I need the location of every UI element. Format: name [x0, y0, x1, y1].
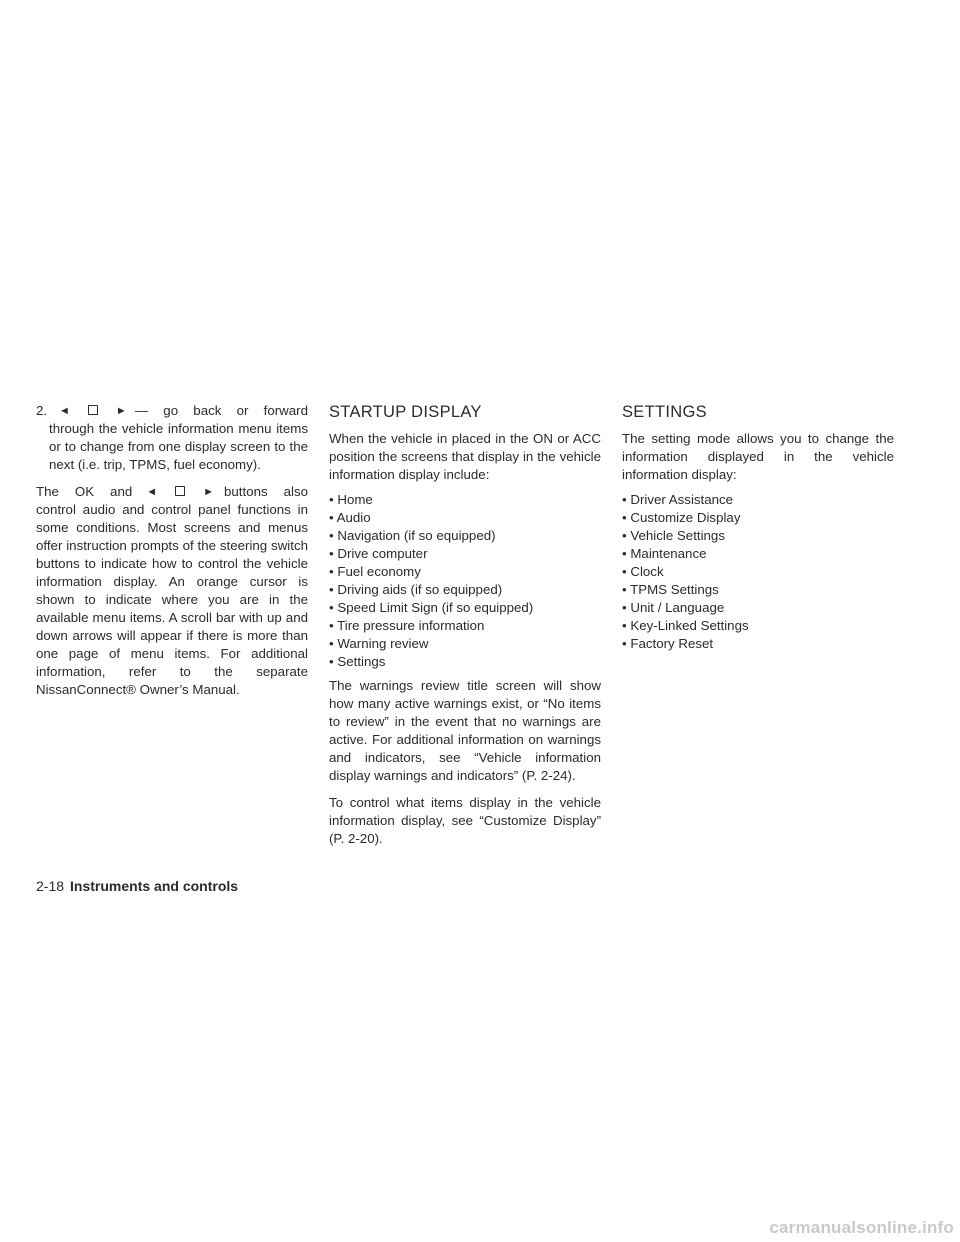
- list-item: • TPMS Settings: [622, 583, 894, 597]
- left-arrow-icon: ◄: [146, 486, 158, 498]
- startup-list: [329, 493, 601, 669]
- page-number: 2-18: [36, 878, 65, 894]
- para-start: The OK and: [36, 484, 133, 499]
- warnings-review-paragraph: The warnings review title screen will show how many active warnings exist, or “No items to review” in the event that no warnings are active. For additional information on warnings and indicators, see “Vehicle information display warnings and indicators” (P. 2-24).: [329, 678, 601, 783]
- list-item: • Fuel economy: [329, 565, 601, 579]
- column-middle: [329, 402, 601, 857]
- ok-button-icon: [88, 405, 98, 415]
- list-item: • Drive computer: [329, 547, 601, 561]
- section-title: Instruments and controls: [70, 878, 239, 894]
- list-item: • Customize Display: [622, 511, 894, 525]
- startup-intro: When the vehicle in placed in the ON or ACC position the screens that display in the vehicle information display include:: [329, 431, 601, 482]
- right-arrow-icon: ►: [203, 486, 215, 498]
- item-text: — go back or forward through the vehicle information menu items or to change from one display screen to the next (i.e. trip, TPMS, fuel economy).: [49, 403, 308, 472]
- settings-list: [622, 493, 894, 651]
- item-number: 2.: [36, 403, 48, 418]
- list-item-2: [36, 402, 308, 474]
- list-item: • Clock: [622, 565, 894, 579]
- watermark: carmanualsonline.info: [769, 1218, 954, 1237]
- customize-display-paragraph: To control what items display in the vehicle information display, see “Customize Display” (P. 2-20).: [329, 795, 601, 846]
- list-item: • Speed Limit Sign (if so equipped): [329, 601, 601, 615]
- ok-button-icon: [175, 486, 185, 496]
- column-left: [36, 402, 308, 708]
- startup-display-heading: STARTUP DISPLAY: [329, 403, 482, 421]
- list-item: • Navigation (if so equipped): [329, 529, 601, 543]
- item-text-wrap: [49, 402, 308, 474]
- right-arrow-icon: ►: [115, 405, 127, 417]
- settings-intro: The setting mode allows you to change the information displayed in the vehicle information display:: [622, 431, 894, 482]
- list-item: • Maintenance: [622, 547, 894, 561]
- list-item: • Driving aids (if so equipped): [329, 583, 601, 597]
- para-rest: buttons also control audio and control panel functions in some conditions. Most screens and menus offer instruction prompts of the steering switch buttons to indicate how to control the vehicle information display. An orange cursor is shown to indicate where you are in the available menu items. A scroll bar with up and down arrows will appear if there is more than one page of menu items. For additional information, refer to the separate NissanConnect® Owner’s Manual.: [36, 484, 308, 697]
- ok-buttons-paragraph: [36, 483, 308, 699]
- column-right: [622, 402, 894, 659]
- list-item: • Unit / Language: [622, 601, 894, 615]
- steering-controls: [59, 402, 127, 420]
- list-item: • Tire pressure information: [329, 619, 601, 633]
- settings-heading: SETTINGS: [622, 403, 707, 421]
- steering-controls-inline: [146, 483, 214, 501]
- list-item: • Audio: [329, 511, 601, 525]
- list-item: • Driver Assistance: [622, 493, 894, 507]
- list-item: • Warning review: [329, 637, 601, 651]
- list-item: • Vehicle Settings: [622, 529, 894, 543]
- list-item: • Settings: [329, 655, 601, 669]
- left-arrow-icon: ◄: [59, 405, 70, 417]
- list-item: • Factory Reset: [622, 637, 894, 651]
- list-item: • Key-Linked Settings: [622, 619, 894, 633]
- list-item: • Home: [329, 493, 601, 507]
- page-footer: [36, 877, 238, 895]
